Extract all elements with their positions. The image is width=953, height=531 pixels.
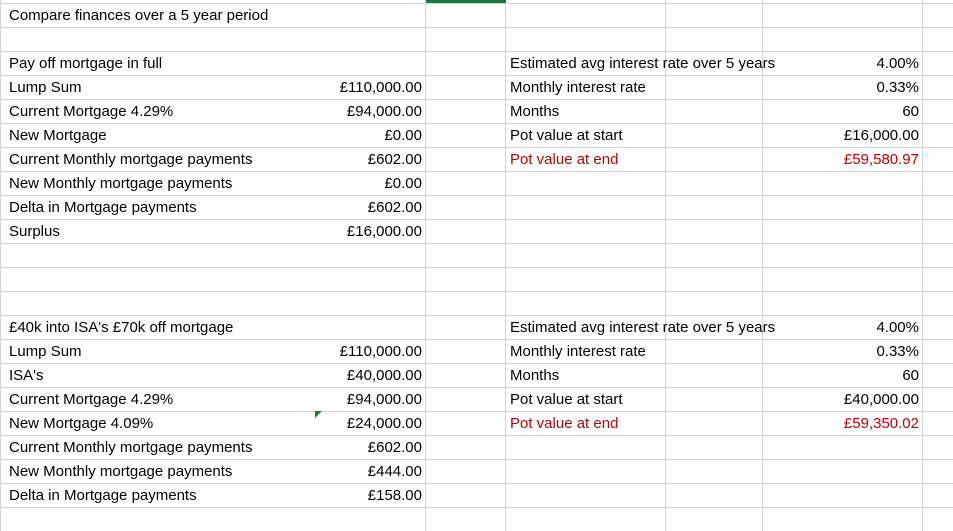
section1-row-label[interactable]: Current Mortgage 4.29% [9, 103, 174, 120]
section2-row-value[interactable]: £602.00 [367, 439, 422, 456]
section1-row-value[interactable]: £110,000.00 [339, 79, 422, 96]
section2-row-label[interactable]: New Monthly mortgage payments [9, 463, 233, 480]
section1-row-label[interactable]: Surplus [9, 223, 60, 240]
section1-right-label[interactable]: Estimated avg interest rate over 5 years [510, 55, 776, 72]
section1-right-label[interactable]: Months [510, 103, 560, 120]
section2-pot-end-value[interactable]: £59,350.02 [843, 415, 919, 432]
section2-row-value[interactable]: £40,000.00 [346, 367, 422, 384]
section1-right-value[interactable]: 60 [902, 103, 919, 120]
section1-row-label[interactable]: New Mortgage [9, 127, 107, 144]
section1-row-value[interactable]: £0.00 [384, 175, 422, 192]
section2-row-value[interactable]: £444.00 [367, 463, 422, 480]
section1-pot-end-label[interactable]: Pot value at end [510, 151, 619, 168]
section2-right-value[interactable]: £40,000.00 [843, 391, 919, 408]
section1-pot-end-value[interactable]: £59,580.97 [843, 151, 919, 168]
section2-pot-end-label[interactable]: Pot value at end [510, 415, 619, 432]
section2-right-label[interactable]: Estimated avg interest rate over 5 years [510, 319, 776, 336]
section2-row-label[interactable]: ISA's [9, 367, 44, 384]
section2-right-label[interactable]: Pot value at start [510, 391, 623, 408]
section1-row-value[interactable]: £94,000.00 [346, 103, 422, 120]
section2-row-label[interactable]: Lump Sum [9, 343, 82, 360]
section1-heading[interactable]: Pay off mortgage in full [9, 55, 163, 72]
section1-row-value[interactable]: £602.00 [367, 151, 422, 168]
section2-row-value[interactable]: £94,000.00 [346, 391, 422, 408]
section1-row-label[interactable]: New Monthly mortgage payments [9, 175, 233, 192]
section1-right-value[interactable]: £16,000.00 [843, 127, 919, 144]
section2-right-label[interactable]: Monthly interest rate [510, 343, 646, 360]
section1-row-value[interactable]: £0.00 [384, 127, 422, 144]
section2-row-label[interactable]: Current Monthly mortgage payments [9, 439, 253, 456]
section1-row-label[interactable]: Current Monthly mortgage payments [9, 151, 253, 168]
sheet-title[interactable]: Compare finances over a 5 year period [9, 7, 269, 24]
section1-row-label[interactable]: Delta in Mortgage payments [9, 199, 197, 216]
section1-row-value[interactable]: £602.00 [367, 199, 422, 216]
section2-row-value[interactable]: £110,000.00 [339, 343, 422, 360]
section2-row-value[interactable]: £24,000.00 [346, 415, 422, 432]
section1-row-label[interactable]: Lump Sum [9, 79, 82, 96]
section1-right-label[interactable]: Pot value at start [510, 127, 623, 144]
section2-row-label[interactable]: New Mortgage 4.09% [9, 415, 154, 432]
section2-right-label[interactable]: Months [510, 367, 560, 384]
section2-row-value[interactable]: £158.00 [367, 487, 422, 504]
section1-right-value[interactable]: 4.00% [876, 55, 919, 72]
section1-right-label[interactable]: Monthly interest rate [510, 79, 646, 96]
selected-cell-indicator [426, 0, 506, 3]
section2-row-label[interactable]: Current Mortgage 4.29% [9, 391, 174, 408]
error-indicator-icon[interactable] [315, 411, 322, 418]
section2-right-value[interactable]: 60 [902, 367, 919, 384]
section1-right-value[interactable]: 0.33% [876, 79, 919, 96]
section2-heading[interactable]: £40k into ISA's £70k off mortgage [9, 319, 234, 336]
section1-row-value[interactable]: £16,000.00 [346, 223, 422, 240]
section2-row-label[interactable]: Delta in Mortgage payments [9, 487, 197, 504]
section2-right-value[interactable]: 0.33% [876, 343, 919, 360]
section2-right-value[interactable]: 4.00% [876, 319, 919, 336]
